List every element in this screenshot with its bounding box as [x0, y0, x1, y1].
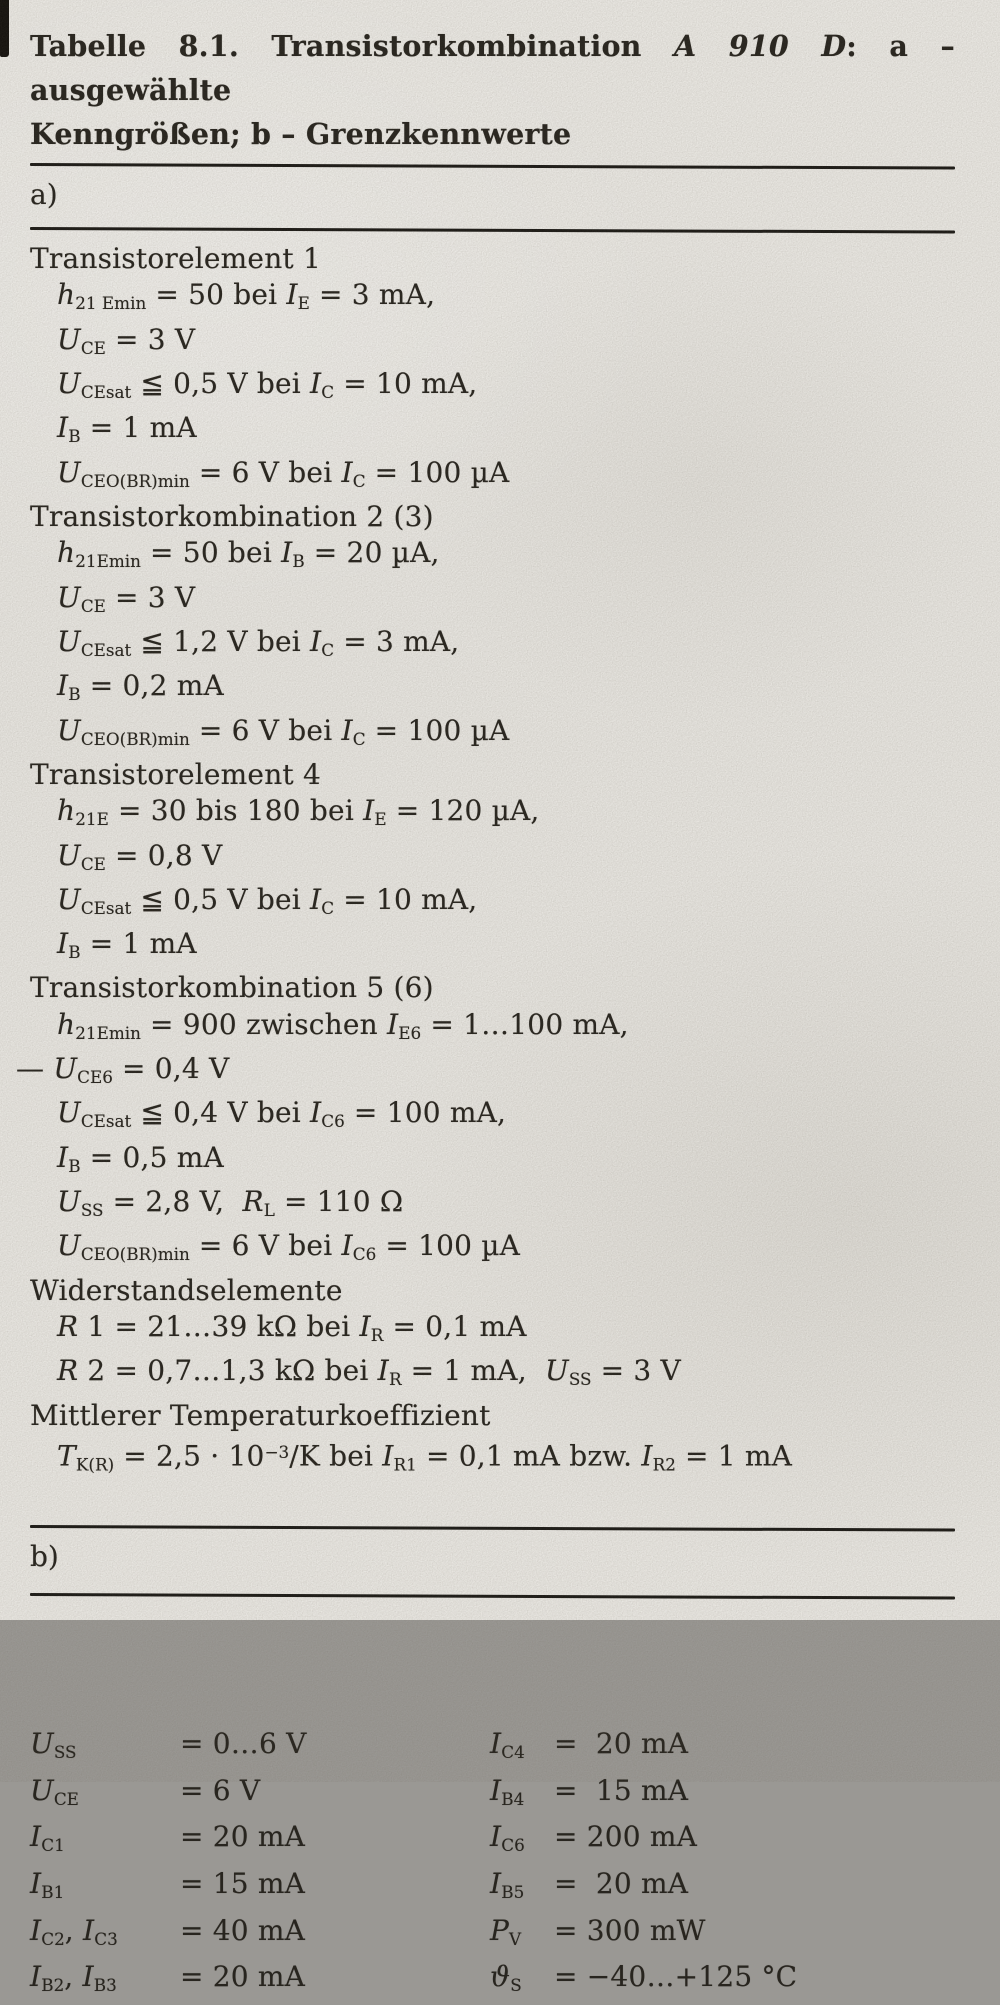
spec-line: $U_{SS} = 2,8$ V, $R_L = 110$ Ω: [57, 1185, 404, 1221]
limit-row: [30, 1772, 490, 1819]
limit-value: = 0…6 V: [180, 1727, 307, 1761]
limit-row: [30, 1725, 490, 1772]
limit-row: [30, 1912, 490, 1959]
spec-line: $U_{CEsat}$ ≦ 0,5 V bei $I_C = 10$ mA,: [57, 882, 478, 918]
limit-symbol: $I_{C2}$, $I_{C3}$: [30, 1913, 118, 1949]
limit-value: = 20 mA: [554, 1866, 689, 1900]
limit-row: [30, 1818, 490, 1865]
spec-line: $h_{21E} = 30$ bis 180 bei $I_E = 120$ µA,: [57, 794, 540, 830]
limit-value: = −40…+125 °C: [554, 1960, 798, 1994]
spec-line: Transistorelement 1: [30, 242, 321, 275]
horizontal-rule: [30, 163, 955, 170]
limit-symbol: $I_{B2}$, $I_{B3}$: [30, 1960, 117, 1996]
section-a-label: a): [30, 178, 58, 211]
spec-line: $I_B = 1$ mA: [57, 411, 197, 447]
limit-row: [490, 1958, 955, 2005]
spec-line: Transistorkombination 2 (3): [30, 499, 434, 533]
limit-row: [490, 1772, 955, 1819]
table-title-line1: Tabelle 8.1. Transistorkombination A 910 D: a – ausgewählte: [30, 29, 955, 107]
limit-symbol: $U_{SS}$: [30, 1727, 77, 1763]
section-a-spec-lines: [16, 241, 955, 1483]
limit-symbol: $I_{C4}$: [490, 1727, 525, 1763]
limit-value: = 20 mA: [180, 1960, 306, 1994]
limit-value: = 40 mA: [180, 1913, 306, 1947]
spec-line: $h_{21Emin} = 900$ zwischen $I_{E6}$ = 1…100 mA,: [57, 1007, 629, 1043]
limit-value: = 200 mA: [554, 1820, 698, 1854]
spec-line: $U_{CE} = 3$ V: [57, 322, 196, 358]
limit-row: [490, 1865, 955, 1912]
table-title: [30, 24, 955, 156]
limit-value: = 15 mA: [554, 1773, 689, 1807]
spec-line: $I_B = 0,2$ mA: [57, 669, 224, 705]
spec-line: Transistorkombination 5 (6): [30, 971, 434, 1005]
limit-symbol: $I_{B5}$: [490, 1866, 525, 1902]
spec-line: Widerstandselemente: [30, 1273, 343, 1307]
limit-column-right: [490, 1613, 955, 2005]
table-title-line2: Kenngrößen; b – Grenzkennwerte: [30, 117, 572, 151]
spec-line: R 1 = 21…39 kΩ bei $I_R = 0,1$ mA: [57, 1310, 527, 1346]
limit-symbol: $ϑ_S$: [490, 1960, 522, 1996]
horizontal-rule: [30, 227, 955, 234]
spec-line: $h_{21Emin} = 50$ bei $I_B = 20$ µA,: [57, 536, 440, 572]
limit-value: = 20 mA: [554, 1727, 689, 1761]
limit-row: [30, 1865, 490, 1912]
limit-value: = 6 V: [180, 1773, 261, 1807]
limit-symbol: $P_V$: [490, 1913, 522, 1949]
spec-line: $I_B = 0,5$ mA: [57, 1140, 224, 1176]
spec-line: $U_{CEsat}$ ≦ 0,5 V bei $I_C = 10$ mA,: [57, 366, 478, 402]
spec-line: $U_{CEO(BR)min} = 6$ V bei $I_C = 100$ µA: [57, 455, 510, 491]
horizontal-rule: [30, 1593, 955, 1600]
limit-row: [30, 1958, 490, 2005]
section-b-label: b): [30, 1539, 59, 1573]
spec-line: Mittlerer Temperaturkoeffizient: [30, 1398, 491, 1432]
horizontal-rule: [30, 1525, 955, 1532]
spec-line: $U_{CE} = 0,8$ V: [57, 838, 223, 874]
spec-line: $h_{21 Emin} = 50$ bei $I_E = 3$ mA,: [57, 278, 436, 314]
spec-line: R 2 = 0,7…1,3 kΩ bei $I_R = 1$ mA, $U_{SS} = 3$ V: [57, 1354, 681, 1390]
limit-row: [490, 1725, 955, 1772]
limit-symbol: $I_{B4}$: [490, 1773, 525, 1809]
scan-edge-artifact: [0, 0, 9, 57]
spec-line: $U_{CEO(BR)min} = 6$ V bei $I_{C6} = 100$ µA: [57, 1229, 521, 1265]
limit-values-table: [30, 1613, 955, 2005]
limit-value: = 300 mW: [554, 1913, 706, 1947]
spec-line: $U_{CEsat}$ ≦ 1,2 V bei $I_C = 3$ mA,: [57, 624, 460, 660]
limit-row: [490, 1912, 955, 1959]
limit-symbol: $I_{C6}$: [490, 1820, 525, 1856]
limit-symbol: $I_{C1}$: [30, 1820, 65, 1856]
spec-line: $U_{CE} = 3$ V: [57, 580, 196, 616]
limit-column-left: [30, 1613, 490, 2005]
spec-line: Transistorelement 4: [30, 757, 321, 791]
limit-value: = 20 mA: [180, 1820, 306, 1854]
spec-line: $I_B = 1$ mA: [57, 927, 197, 963]
spec-line: $U_{CEO(BR)min} = 6$ V bei $I_C = 100$ µA: [57, 713, 510, 749]
limit-row: [490, 1818, 955, 1865]
limit-symbol: $U_{CE}$: [30, 1773, 79, 1809]
spec-line: $U_{CEsat}$ ≦ 0,4 V bei $I_{C6} = 100$ mA,: [57, 1096, 507, 1132]
limit-symbol: $I_{B1}$: [30, 1866, 65, 1902]
spec-line: — $U_{CE6} = 0,4$ V: [16, 1052, 230, 1088]
limit-value: = 15 mA: [180, 1866, 306, 1900]
spec-line: $T_{K(R)} = 2,5 \cdot 10^{-3}/K$ bei $I_{R1} = 0,1$ mA bzw. $I_{R2} = 1$ mA: [57, 1439, 793, 1475]
